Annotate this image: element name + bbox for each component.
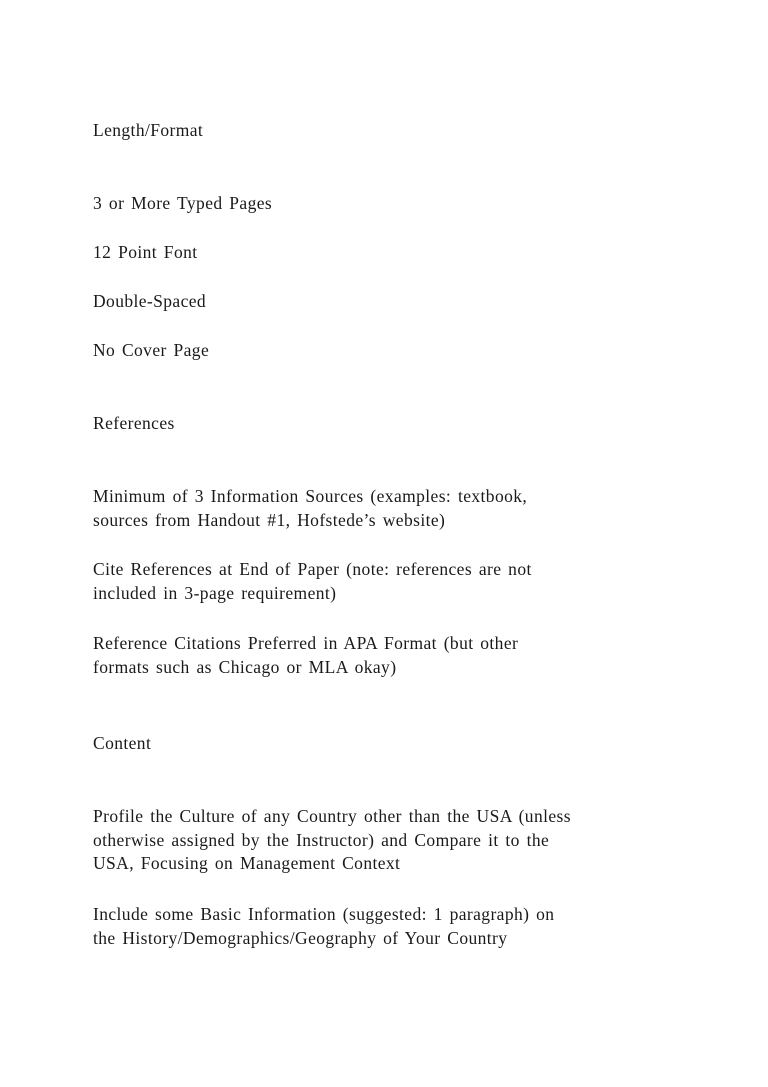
content-paragraph	[93, 903, 673, 950]
paragraph-line: sources from Handout #1, Hofstede’s website)	[93, 509, 446, 530]
reference-paragraph	[93, 632, 673, 679]
list-item: No Cover Page	[93, 340, 210, 360]
list-item: 12 Point Font	[93, 242, 198, 262]
paragraph-line: included in 3-page requirement)	[93, 582, 337, 603]
reference-paragraph	[93, 485, 673, 532]
paragraph-line: otherwise assigned by the Instructor) and Compare it to the	[93, 829, 550, 850]
section-heading-length-format: Length/Format	[93, 120, 204, 140]
section-heading-content: Content	[93, 733, 152, 753]
list-item: 3 or More Typed Pages	[93, 193, 273, 213]
paragraph-line: USA, Focusing on Management Context	[93, 853, 401, 873]
paragraph-line: the History/Demographics/Geography of Your Country	[93, 927, 508, 948]
paragraph-line: Cite References at End of Paper (note: references are not	[93, 559, 532, 579]
paragraph-line: Include some Basic Information (suggested: 1 paragraph) on	[93, 904, 555, 924]
section-heading-references: References	[93, 413, 175, 433]
list-item: Double-Spaced	[93, 291, 207, 311]
paragraph-line: Reference Citations Preferred in APA Format (but other	[93, 633, 519, 653]
reference-paragraph	[93, 558, 673, 605]
paragraph-line: Profile the Culture of any Country other than the USA (unless	[93, 806, 571, 826]
paragraph-line: Minimum of 3 Information Sources (examples: textbook,	[93, 486, 528, 506]
paragraph-line: formats such as Chicago or MLA okay)	[93, 656, 397, 677]
content-paragraph	[93, 805, 673, 876]
